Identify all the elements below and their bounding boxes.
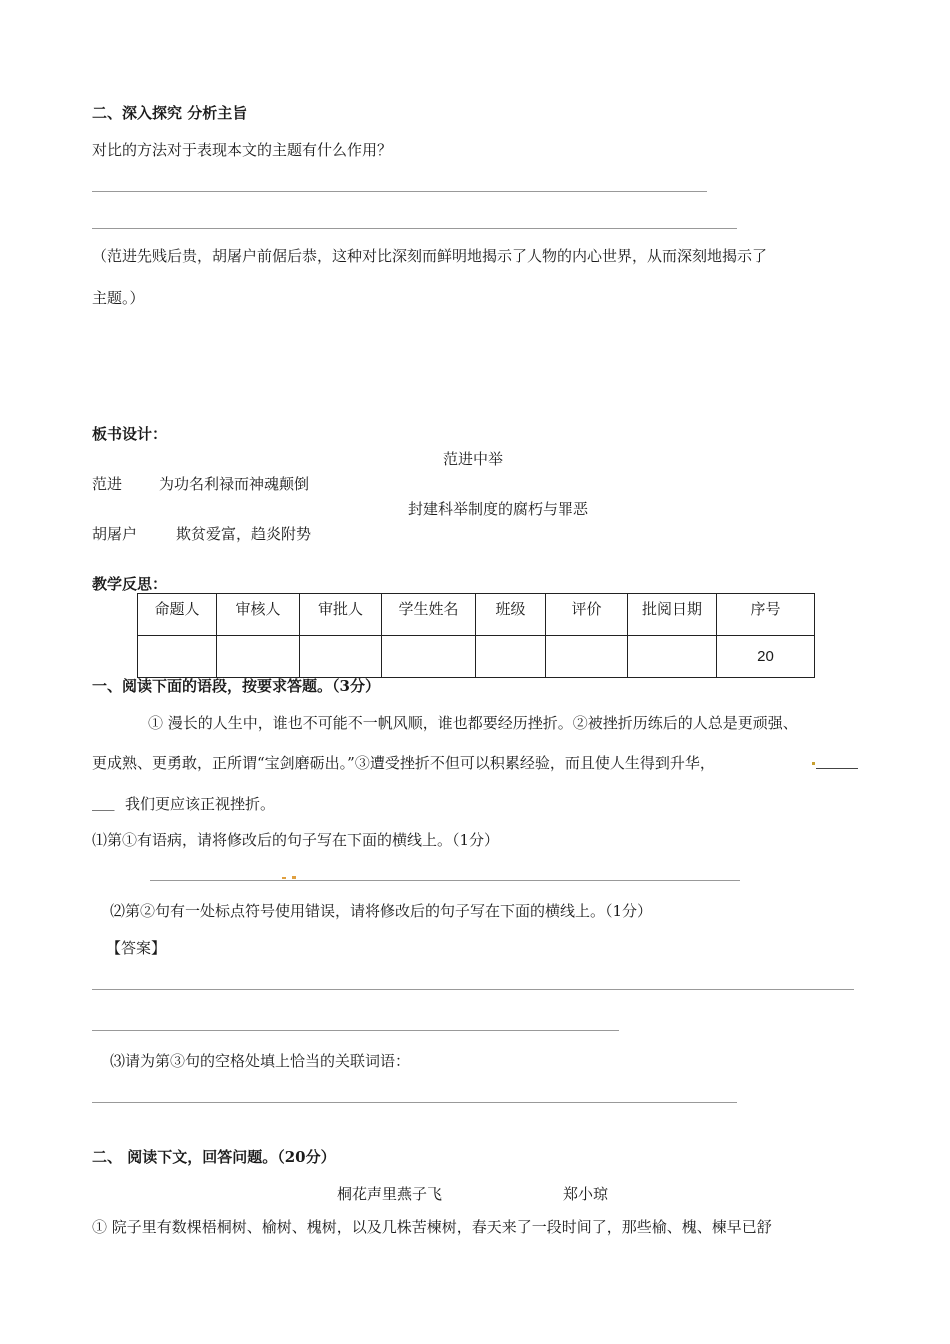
paragraph-line: 更成熟、更勇敢，正所谓“宝剑磨砺出。”③遭受挫折不但可以积累经验，而且使人生得到升华，	[92, 754, 715, 772]
board-heading: 板书设计：	[92, 425, 168, 443]
paragraph-line: ① 漫长的人生中，谁也不可能不一帆风顺，谁也都要经历挫折。②被挫折历练后的人总是更顽强、	[148, 714, 798, 732]
article-paragraph: ① 院子里有数棵梧桐树、榆树、槐树，以及几株苦楝树，春天来了一段时间了，那些榆、槐、楝早已舒	[92, 1218, 772, 1236]
answer-line[interactable]	[150, 880, 740, 881]
answer-text: （范进先贱后贵，胡屠户前倨后恭，这种对比深刻而鲜明地揭示了人物的内心世界，从而深刻地揭示了	[92, 247, 768, 265]
table-cell	[382, 636, 476, 678]
table-header: 序号	[717, 594, 815, 636]
board-row1-name: 范进	[92, 475, 123, 493]
table-cell	[217, 636, 300, 678]
answer-line	[92, 228, 737, 229]
paragraph-line: 我们更应该正视挫折。	[125, 795, 276, 813]
question-3: ⑶请为第③句的空格处填上恰当的关联词语：	[110, 1052, 411, 1070]
board-title: 范进中举	[443, 450, 504, 468]
article-author: 郑小琼	[563, 1185, 609, 1203]
table-header: 命题人	[138, 594, 217, 636]
answer-label: 【答案】	[106, 939, 167, 957]
table-header: 班级	[476, 594, 546, 636]
serial-number-cell: 20	[717, 636, 815, 678]
table-cell	[628, 636, 717, 678]
exercise2-heading: 二、 阅读下文，回答问题。（20分）	[92, 1148, 336, 1166]
section-heading: 二、深入探究 分析主旨	[92, 104, 248, 122]
table-header: 审批人	[300, 594, 382, 636]
table-cell	[300, 636, 382, 678]
blank-continuation: ___	[92, 793, 115, 811]
mark-dot	[282, 877, 286, 879]
table-header-row	[138, 594, 815, 636]
table-row	[138, 636, 815, 678]
table-header: 评价	[546, 594, 628, 636]
info-table	[137, 593, 815, 678]
table-header: 审核人	[217, 594, 300, 636]
mark-dot	[292, 876, 296, 879]
board-conclusion: 封建科举制度的腐朽与罪恶	[408, 500, 589, 518]
table-header: 学生姓名	[382, 594, 476, 636]
answer-line[interactable]	[92, 1030, 619, 1031]
answer-text: 主题。）	[92, 289, 145, 307]
table-cell	[476, 636, 546, 678]
answer-line	[92, 191, 707, 192]
answer-line[interactable]	[92, 1102, 737, 1103]
question-text: 对比的方法对于表现本文的主题有什么作用？	[92, 141, 393, 159]
reflection-heading: 教学反思：	[92, 575, 168, 593]
board-row2-desc: 欺贫爱富，趋炎附势	[176, 525, 312, 543]
table-cell	[138, 636, 217, 678]
board-row2-name: 胡屠户	[92, 525, 138, 543]
mark-dot	[812, 762, 815, 765]
article-title: 桐花声里燕子飞	[337, 1185, 443, 1203]
answer-line[interactable]	[92, 989, 854, 990]
exercise1-heading: 一、阅读下面的语段，按要求答题。（3分）	[92, 677, 380, 695]
question-2: ⑵第②句有一处标点符号使用错误，请将修改后的句子写在下面的横线上。（1分）	[110, 902, 653, 920]
fill-blank[interactable]	[816, 768, 858, 769]
board-row1-desc: 为功名利禄而神魂颠倒	[159, 475, 310, 493]
table-cell	[546, 636, 628, 678]
question-1: ⑴第①有语病，请将修改后的句子写在下面的横线上。（1分）	[92, 831, 500, 849]
table-header: 批阅日期	[628, 594, 717, 636]
